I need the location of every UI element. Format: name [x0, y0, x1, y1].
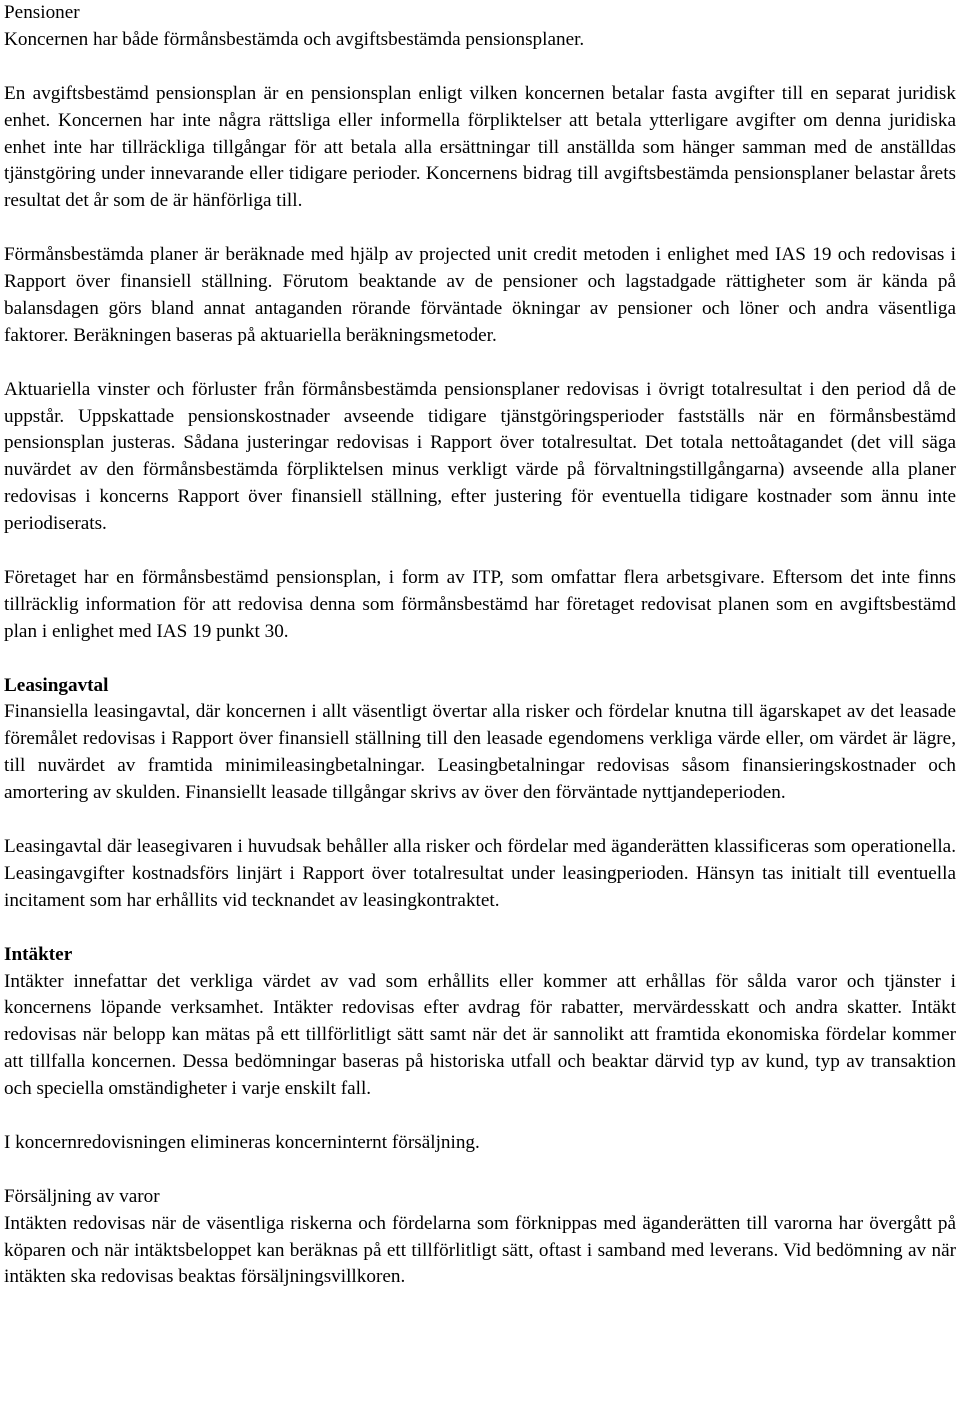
section-heading-intakter: Intäkter — [4, 943, 73, 965]
paragraph-intakter: Intäkter innefattar det verkliga värdet av vad som erhållits eller kommer att erhållas för sålda varor och tjänster i koncernens löpande verksamhet. Intäkter redovisas efter avdrag för rabatter, mervärdesskatt och andra skatter. Intäkt redovisas när belopp kan mätas på ett tillförlitligt sätt samt när det är sannolikt att framtida ekonomiska fördelar kommer att tillfalla koncernen. Dessa bedömningar baseras på historiska utfall och beaktar därvid typ av kund, typ av transaktion och speciella omständigheter i varje enskilt fall. — [4, 970, 956, 1100]
paragraph-gap — [4, 646, 956, 673]
document-page — [4, 0, 956, 1291]
paragraph-gap — [4, 350, 956, 377]
paragraph-gap — [4, 215, 956, 242]
paragraph-pensioner-intro: Koncernen har både förmånsbestämda och avgiftsbestämda pensionsplaner. — [4, 28, 585, 50]
paragraph-avgiftsbestamd: En avgiftsbestämd pensionsplan är en pensionsplan enligt vilken koncernen betalar fasta avgifter till en separat juridisk enhet. Koncernen har inte några rättsliga eller informella förpliktelser att betala ytterligare avgifter om denna juridiska enhet inte har tillräckliga tillgångar för att betala alla ersättningar till anställda som hänger samman med de anställdas tjänstgöring under innevarande eller tidigare perioder. Koncernens bidrag till avgiftsbestämda pensionsplaner belastar årets resultat det år som de är hänförliga till. — [4, 82, 956, 212]
paragraph-gap — [4, 538, 956, 565]
paragraph-gap — [4, 915, 956, 942]
paragraph-gap — [4, 807, 956, 834]
paragraph-aktuariella: Aktuariella vinster och förluster från förmånsbestämda pensionsplaner redovisas i övrigt totalresultat i den period då de uppstår. Uppskattade pensionskostnader avseende tidigare tjänstgöringsperioder fastställs när en förmånsbestämd pensionsplan justeras. Sådana justeringar redovisas i Rapport över totalresultat. Det totala nettoåtagandet (det vill säga nuvärdet av den förmånsbestämda förpliktelsen minus verkligt värde på förvaltningstillgångarna) avseende alla planer redovisas i koncerns Rapport över finansiell ställning, efter justering för eventuella tidigare kostnader som ännu inte periodiserats. — [4, 378, 956, 535]
paragraph-gap — [4, 1103, 956, 1130]
paragraph-itp: Företaget har en förmånsbestämd pensionsplan, i form av ITP, som omfattar flera arbetsgivare. Eftersom det inte finns tillräcklig information för att redovisa denna som förmånsbestämd har företaget redovisat planen som en avgiftsbestämd plan i enlighet med IAS 19 punkt 30. — [4, 566, 956, 642]
paragraph-formansbestamda: Förmånsbestämda planer är beräknade med hjälp av projected unit credit metoden i enlighet med IAS 19 och redovisas i Rapport över finansiell ställning. Förutom beaktande av de pensioner och lagstadgade rättigheter som är kända på balansdagen görs bland annat antaganden rörande förväntade ökningar av pensioner och löner och andra väsentliga faktorer. Beräkningen baseras på aktuariella beräkningsmetoder. — [4, 244, 956, 346]
section-heading-forsaljning-av-varor: Försäljning av varor — [4, 1185, 160, 1207]
paragraph-finansiella-leasingavtal: Finansiella leasingavtal, där koncernen i allt väsentligt övertar alla risker och fördelar knutna till ägarskapet av det leasade föremålet redovisas i Rapport över finansiell ställning till den leasade egendomens verkliga värde eller, om värdet är lägre, till nuvärdet av framtida minimileasingbetalningar. Leasingbetalningar redovisas såsom finansieringskostnader och amortering av skulden. Finansiellt leasade tillgångar skrivs av över den förväntade nyttjandeperioden. — [4, 701, 956, 804]
paragraph-koncernredovisning: I koncernredovisningen elimineras koncerninternt försäljning. — [4, 1131, 480, 1153]
paragraph-forsaljning-av-varor: Intäkten redovisas när de väsentliga riskerna och fördelarna som förknippas med äganderätten till varorna har övergått på köparen och när intäktsbeloppet kan beräknas på ett tillförlitligt sätt, oftast i samband med leverans. Vid bedömning av när intäkten ska redovisas beaktas försäljningsvillkoren. — [4, 1212, 956, 1288]
paragraph-gap — [4, 54, 956, 81]
section-heading-pensioner: Pensioner — [4, 2, 80, 23]
section-heading-leasingavtal: Leasingavtal — [4, 674, 109, 696]
paragraph-gap — [4, 1157, 956, 1184]
paragraph-operationella-leasingavtal: Leasingavtal där leasegivaren i huvudsak behåller alla risker och fördelar med äganderätten klassificeras som operationella. Leasingavgifter kostnadsförs linjärt i Rapport över totalresultat under leasingperioden. Hänsyn tas initialt till eventuella incitament som har erhållits vid tecknandet av leasingkontraktet. — [4, 836, 956, 911]
